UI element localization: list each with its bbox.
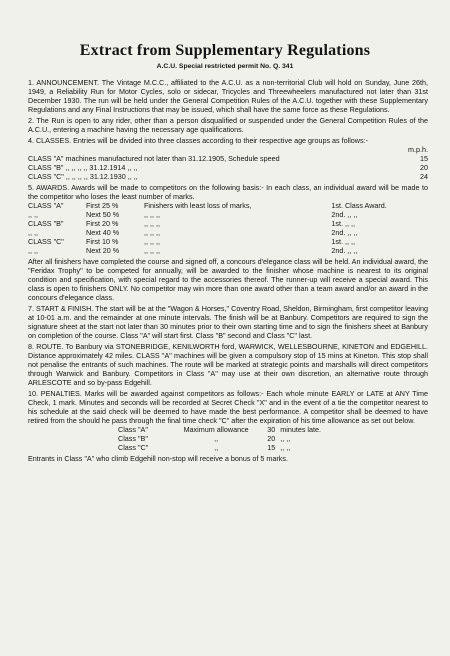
bonus-paragraph: Entrants in Class "A" who climb Edgehill non-stop will receive a bonus of 5 marks. bbox=[28, 454, 288, 463]
award-percent: Next 40 % bbox=[86, 228, 120, 237]
award-class: ,, ,, bbox=[28, 210, 38, 219]
table-row bbox=[28, 219, 428, 228]
award-name: 2nd. ,, ,, bbox=[331, 228, 358, 237]
award-description: ,, ,, ,, bbox=[144, 210, 160, 219]
penalty-unit: ,, ,, bbox=[280, 443, 291, 452]
class-speed: 15 bbox=[420, 154, 428, 163]
award-name: 2nd. ,, ,, bbox=[331, 210, 358, 219]
table-row bbox=[28, 246, 428, 255]
award-class: CLASS "C" bbox=[28, 237, 64, 246]
award-description: Finishers with least loss of marks, bbox=[144, 201, 252, 210]
award-name: 1st. ,, ,, bbox=[331, 237, 355, 246]
table-row bbox=[28, 201, 428, 210]
award-class: CLASS "B" bbox=[28, 219, 64, 228]
award-name: 1st. Class Award. bbox=[331, 201, 387, 210]
penalty-minutes: 15 bbox=[267, 443, 276, 452]
award-name: 2nd. ,, ,, bbox=[331, 246, 358, 255]
awards-paragraph: 5. AWARDS. Awards will be made to competitors on the following basis:- In each class, an individual award will be made to the competitor who loses the least number of marks. bbox=[28, 183, 428, 201]
penalty-class: Class "B" bbox=[118, 434, 148, 443]
table-row bbox=[28, 172, 428, 181]
document-title: Extract from Supplementary Regulations bbox=[79, 42, 371, 59]
awards-table bbox=[28, 201, 428, 255]
class-speed: 20 bbox=[420, 163, 428, 172]
table-row bbox=[28, 237, 428, 246]
concours-paragraph: After all finishers have completed the course and signed off, a concours d'elegance class will be held. An individual award, the "Feridax Trophy" to be competed for annually, will be awarded to the finisher whose machine is nearest to its original condition and specification, with special regard to the accessories thereof. The runner-up will receive a special award. This class is open to finishers ONLY. No competitor may win more than one award other than a team award and/or an award in the concours d'elegance class. bbox=[28, 257, 428, 302]
award-percent: Next 20 % bbox=[86, 246, 120, 255]
entries-paragraph: 2. The Run is open to any rider, other than a person disqualified or suspended under the General Competition Rules of the A.C.U., entering a machine having the necessary age qualifications. bbox=[28, 116, 428, 134]
penalty-unit: minutes late. bbox=[280, 425, 321, 434]
award-description: ,, ,, ,, bbox=[144, 246, 160, 255]
award-class: ,, ,, bbox=[28, 246, 38, 255]
award-percent: First 20 % bbox=[86, 219, 119, 228]
announcement-paragraph: 1. ANNOUNCEMENT. The Vintage M.C.C., affiliated to the A.C.U. as a non-territorial Club will hold on Sunday, June 26th, 1949, a Reliability Run for Motor Cycles, solo or sidecar, Tricycles and Threewheelers manufactured not later than 31st December 1930. The run will be held under the General Competition Rules of the A.C.U. together with these Supplementary Regulations and any Final Instructions that may be issued, which shall have the same force as these Regulations. bbox=[28, 78, 428, 114]
classes-paragraph: 4. CLASSES. Entries will be divided into three classes according to their respective age groups as follows:- bbox=[28, 136, 368, 145]
classes-unit-row bbox=[28, 145, 428, 154]
table-row bbox=[28, 163, 428, 172]
penalties-table bbox=[118, 425, 338, 452]
classes-table bbox=[28, 145, 428, 181]
award-name: 1st. ,, ,, bbox=[331, 219, 355, 228]
route-paragraph: 8. ROUTE. To Banbury via STONEBRIDGE, KENILWORTH ford, WARWICK, WELLESBOURNE, KINETON and EDGEHILL. Distance approximately 42 miles. CLASS "A" machines will be given a compulsory stop of 15 mins at Kineton. This stop shall not penalise the entrants of such machines. The route will be marked at strategic points and marshalls will direct competitors through Warwick and Banbury. Competitors in Class "A" may use at their own discretion, an alternative route through ARLESCOTE and so by-pass Edgehill. bbox=[28, 342, 428, 387]
class-label: CLASS "B" ,, ,, ,, ,, 31.12.1914 ,, ,, bbox=[28, 163, 138, 172]
penalty-label: ,, bbox=[214, 443, 219, 452]
regulations-body bbox=[28, 78, 428, 463]
table-row bbox=[28, 228, 428, 237]
class-speed: 24 bbox=[420, 172, 428, 181]
table-row bbox=[118, 425, 338, 434]
permit-subtitle: A.C.U. Special restricted permit No. Q. 341 bbox=[156, 63, 294, 70]
table-row bbox=[28, 154, 428, 163]
award-percent: Next 50 % bbox=[86, 210, 120, 219]
penalty-label: Maximum allowance bbox=[183, 425, 249, 434]
penalty-minutes: 20 bbox=[267, 434, 276, 443]
penalty-unit: ,, ,, bbox=[280, 434, 291, 443]
penalty-class: Class "C" bbox=[118, 443, 149, 452]
table-row bbox=[28, 210, 428, 219]
award-description: ,, ,, ,, bbox=[144, 237, 160, 246]
award-description: ,, ,, ,, bbox=[144, 228, 160, 237]
award-percent: First 10 % bbox=[86, 237, 119, 246]
class-label: CLASS "A" machines manufactured not later than 31.12.1905, Schedule speed bbox=[28, 154, 280, 163]
award-percent: First 25 % bbox=[86, 201, 119, 210]
start-finish-paragraph: 7. START & FINISH. The start will be at the "Wagon & Horses," Coventry Road, Sheldon, Birmingham, first competitor leaving at 10-01 a.m. and the remainder at one minute intervals. The finish will be at Banbury. Competitors are required to sign the signature sheet at the start not later than 30 minutes prior to their own starting time and to sign the finishers sheet at Banbury on completion of the course. Class "A" will start first. Class "B" second and Class "C" last. bbox=[28, 304, 428, 340]
award-class: CLASS "A" bbox=[28, 201, 64, 210]
class-label: CLASS "C" ,, ,, ,, ,, 31.12.1930 ,, ,, bbox=[28, 172, 138, 181]
table-row bbox=[118, 443, 338, 452]
penalty-label: ,, bbox=[214, 434, 219, 443]
award-description: ,, ,, ,, bbox=[144, 219, 160, 228]
penalties-paragraph: 10. PENALTIES. Marks will be awarded against competitors as follows:- Each whole minute EARLY or LATE at ANY Time Check, 1 mark. Minutes and seconds will be recorded at Secret Check "X" and in the event of a tie the competitor nearest to his schedule at the said check will be deemed to have made the best performance. A competitor shall be deemed to have retired from the should he pass through the final time check "C" after the expiration of his time allowance as set out below. bbox=[28, 389, 428, 425]
speed-unit: m.p.h. bbox=[408, 145, 428, 154]
penalty-minutes: 30 bbox=[267, 425, 276, 434]
table-row bbox=[118, 434, 338, 443]
penalty-class: Class "A" bbox=[118, 425, 148, 434]
award-class: ,, ,, bbox=[28, 228, 38, 237]
